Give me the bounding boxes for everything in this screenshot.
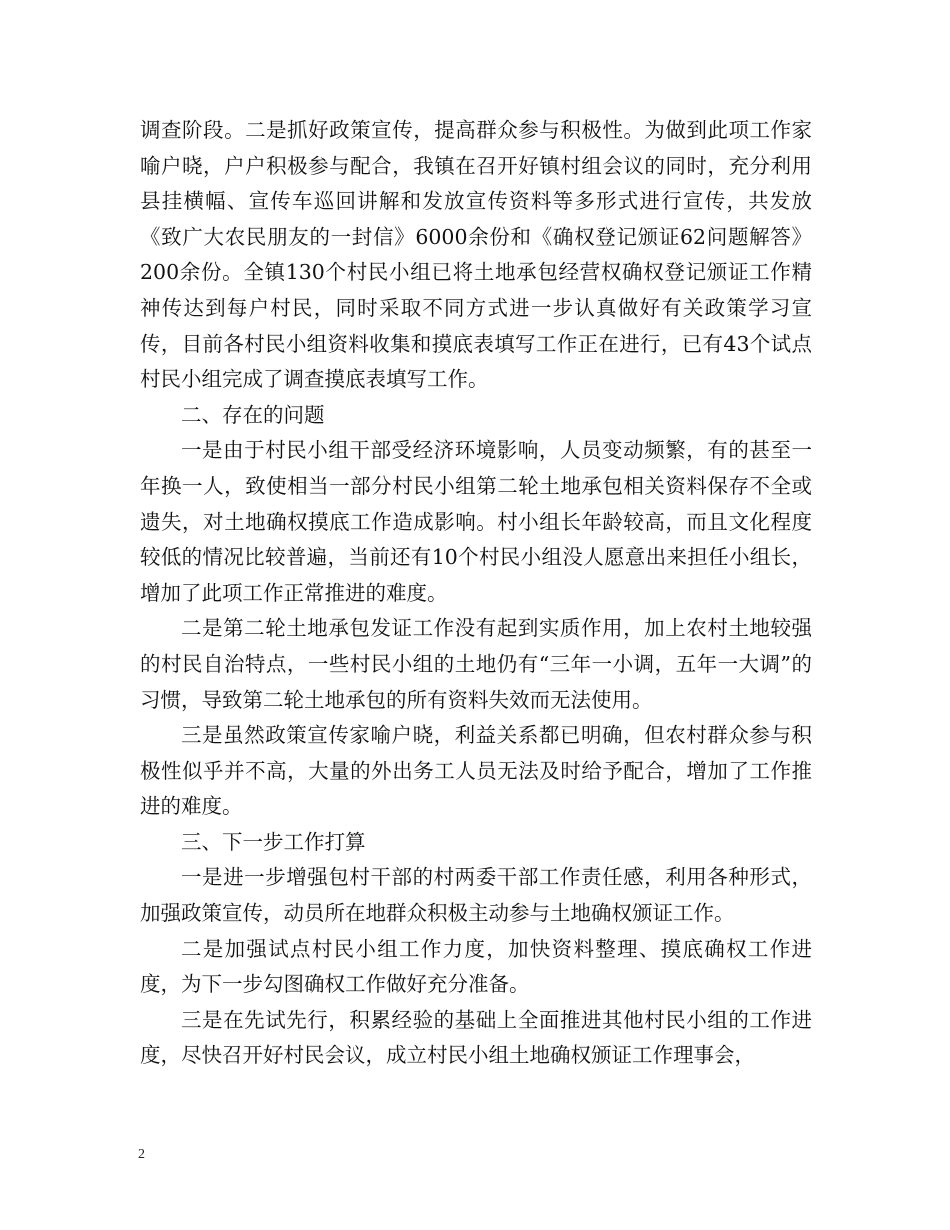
paragraph-plan-three: 三是在先试先行，积累经验的基础上全面推进其他村民小组的工作进度，尽快召开好村民会议，成立村民小组土地确权颁证工作理事会，	[140, 1007, 812, 1068]
paragraph-plan-one: 一是进一步增强包村干部的村两委干部工作责任感，利用各种形式，加强政策宣传，动员所在地群众积极主动参与土地确权颁证工作。	[140, 865, 812, 926]
paragraph-problem-three: 三是虽然政策宣传家喻户晓，利益关系都已明确，但农村群众参与积极性似乎并不高，大量的外出务工人员无法及时给予配合，增加了工作推进的难度。	[140, 723, 812, 819]
paragraph-plan-two: 二是加强试点村民小组工作力度，加快资料整理、摸底确权工作进度，为下一步勾图确权工作做好充分准备。	[140, 936, 812, 997]
paragraph-problem-one: 一是由于村民小组干部受经济环境影响，人员变动频繁，有的甚至一年换一人，致使相当一部分村民小组第二轮土地承包相关资料保存不全或遗失，对土地确权摸底工作造成影响。村小组长年龄较高，而且文化程度较低的情况比较普遍，当前还有10个村民小组没人愿意出来担任小组长，增加了此项工作正常推进的难度。	[140, 438, 812, 605]
paragraph-problem-two: 二是第二轮土地承包发证工作没有起到实质作用，加上农村土地较强的村民自治特点，一些村民小组的土地仍有“三年一小调，五年一大调”的习惯，导致第二轮土地承包的所有资料失效而无法使用。	[140, 616, 812, 712]
page-number: 2	[138, 1147, 145, 1162]
document-body	[140, 113, 812, 1074]
heading-existing-problems: 二、存在的问题	[181, 402, 325, 427]
heading-next-steps: 三、下一步工作打算	[181, 829, 366, 854]
paragraph-continued-propaganda: 调查阶段。二是抓好政策宣传，提高群众参与积极性。为做到此项工作家喻户晓，户户积极参与配合，我镇在召开好镇村组会议的同时，充分利用县挂横幅、宣传车巡回讲解和发放宣传资料等多形式进行宣传，共发放《致广大农民朋友的一封信》6000余份和《确权登记颁证62问题解答》200余份。全镇130个村民小组已将土地承包经营权确权登记颁证工作精神传达到每户村民，同时采取不同方式进一步认真做好有关政策学习宣传，目前各村民小组资料收集和摸底表填写工作正在进行，已有43个试点村民小组完成了调查摸底表填写工作。	[140, 118, 812, 392]
